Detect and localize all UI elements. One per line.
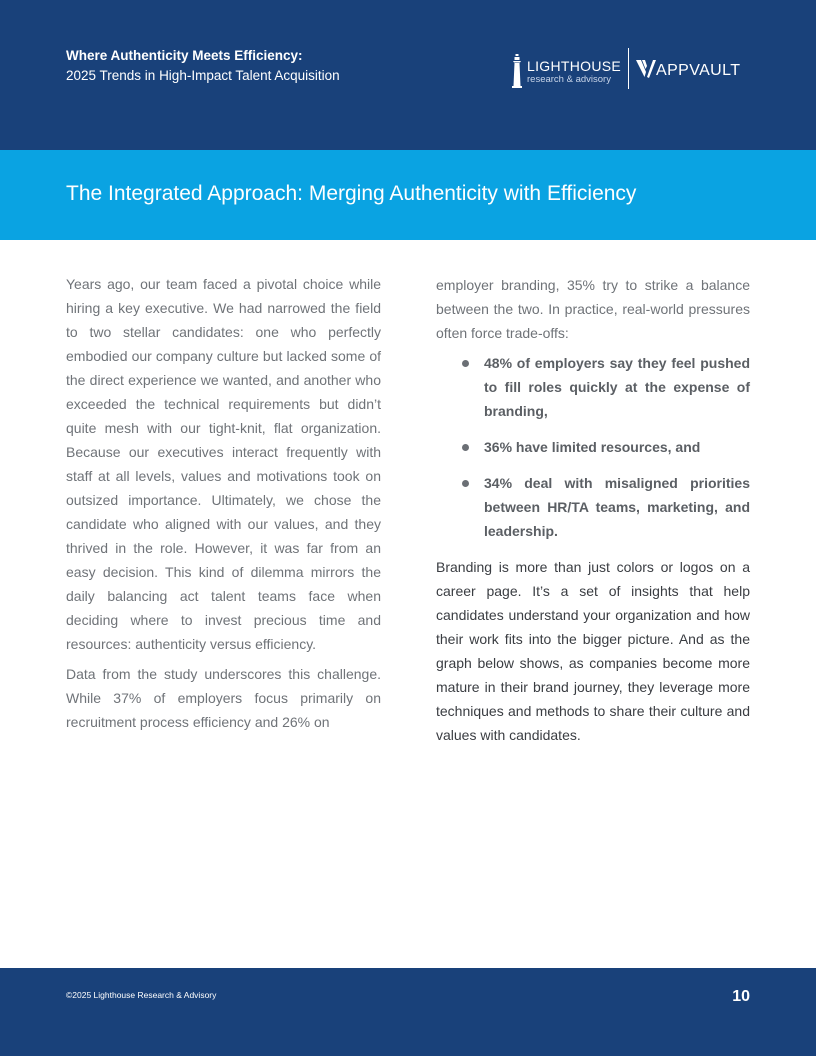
report-subtitle: 2025 Trends in High-Impact Talent Acquisition (66, 68, 340, 83)
report-title: Where Authenticity Meets Efficiency: (66, 48, 303, 63)
bullet-icon (462, 360, 469, 367)
list-item (436, 351, 750, 423)
page-number: 10 (732, 988, 750, 1005)
list-item-text: 34% deal with misaligned priorities between HR/TA teams, marketing, and leadership. (484, 475, 750, 539)
tradeoffs-paragraph: employer branding, 35% try to strike a balance between the two. In practice, real-world pressures often force trade-offs: (436, 277, 750, 341)
section-title: The Integrated Approach: Merging Authenticity with Efficiency (66, 182, 637, 205)
copyright-notice: ©2025 Lighthouse Research & Advisory (66, 990, 217, 1000)
right-column (436, 273, 750, 747)
appvault-logo (636, 58, 756, 84)
bullet-icon (462, 444, 469, 451)
lighthouse-logo-name: LIGHTHOUSE (527, 58, 622, 74)
bullet-icon (462, 480, 469, 487)
logo-divider (628, 48, 629, 89)
appvault-icon (636, 60, 656, 78)
list-item (436, 471, 750, 543)
list-item-text: 48% of employers say they feel pushed to fill roles quickly at the expense of branding, (484, 355, 750, 419)
list-item (436, 435, 750, 459)
lighthouse-logo (511, 54, 623, 88)
statistics-list (436, 351, 750, 543)
lighthouse-icon (511, 54, 523, 88)
left-column (66, 272, 381, 734)
lighthouse-logo-tagline: research & advisory (527, 74, 611, 85)
data-paragraph: Data from the study underscores this challenge. While 37% of employers focus primarily on recruitment process efficiency and 26% on (66, 666, 381, 730)
list-item-text: 36% have limited resources, and (484, 439, 701, 455)
intro-paragraph: Years ago, our team faced a pivotal choice while hiring a key executive. We had narrowed the field to two stellar candidates: one who perfectly embodied our company culture but lacked some of the direct experience we wanted, and another who exceeded the technical requirements but didn’t quite mesh with our tight-knit, flat organization. Because our executives interact frequently with staff at all levels, values and motivations took on outsized importance. Ultimately, we chose the candidate who aligned with our values, and they thrived in the role. However, it was far from an easy decision. This kind of dilemma mirrors the daily balancing act talent teams face when deciding where to invest precious time and resources: authenticity versus efficiency. (66, 276, 381, 652)
page-footer (0, 968, 816, 1056)
branding-paragraph: Branding is more than just colors or logos on a career page. It’s a set of insights that help candidates understand your organization and how their work fits into the bigger picture. And as the graph below shows, as companies become more mature in their brand journey, they leverage more techniques and methods to share their culture and values with candidates. (436, 559, 750, 743)
appvault-logo-name: APPVAULT (656, 62, 741, 79)
